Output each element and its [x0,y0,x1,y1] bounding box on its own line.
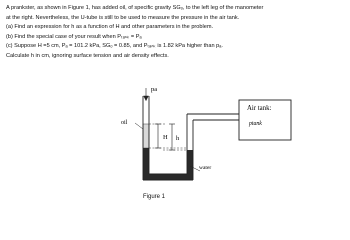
h-label: h [176,135,180,142]
tank-title: Air tank: [247,105,272,112]
water-bottom [143,174,193,180]
reference-lines [149,124,187,150]
water-label: water [199,165,212,171]
H-dimension [155,124,161,148]
problem-part-a: (a) Find an expression for h as a function of H and other parameters in the problem. [6,24,214,31]
atmospheric-arrow [144,88,148,101]
H-label: H [163,134,168,141]
tank-pressure-label: ptank [249,121,262,127]
problem-part-c: (c) Suppose H =5 cm, Pₐ = 101.2 kPa, SGₒ = 0.85, and Pₜₐₙₖ is 1.82 kPa higher than pₐ. [6,43,223,50]
problem-line-1: A prankster, as shown in Figure 1, has added oil, of specific gravity SGₒ, to the left leg of the manometer [6,5,264,11]
figure-caption: Figure 1 [143,194,166,200]
oil-pointer [135,123,143,129]
oil-label: oil [121,120,128,126]
problem-instruction: Calculate h in cm, ignoring surface tension and air density effects. [6,52,169,59]
oil-column [143,124,149,148]
water-left-leg [143,148,149,176]
h-dimension [169,124,175,150]
pa-label: pa [151,86,158,93]
water-right-leg [187,150,193,176]
problem-line-2: at the right. Nevertheless, the U-tube is still to be used to measure the pressure in the air tank. [6,14,240,21]
problem-part-b: (b) Find the special case of your result when Pₜₐₙₖ = Pₐ [6,33,142,40]
